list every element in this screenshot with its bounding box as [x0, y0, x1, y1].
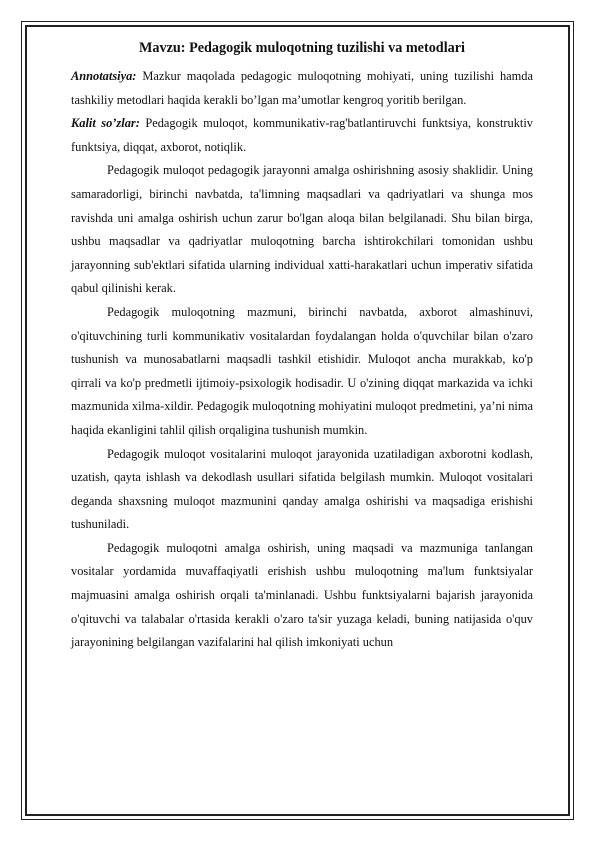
document-title: Mavzu: Pedagogik muloqotning tuzilishi va metodlari — [139, 40, 465, 56]
annotation-label: Annotatsiya: — [71, 69, 137, 83]
body-paragraph-4: Pedagogik muloqotni amalga oshirish, uning maqsadi va mazmuniga tanlangan vositalar yordamida muvaffaqiyatli erishish ushbu muloqotning ma'lum funktsiyalar majmuasini amalga oshirish orqali ta'minlanadi. Ushbu funktsiyalarni bajarish jarayonida o'qituvchi va talabalar o'rtasida kerakli o'zaro ta'sir yuzaga keladi, buning natijasida o'quv jarayonining belgilangan vazifalarini hal qilish imkoniyati uchun — [71, 540, 533, 650]
body-paragraph-1: Pedagogik muloqot pedagogik jarayonni amalga oshirishning asosiy shaklidir. Uning samaradorligi, birinchi navbatda, ta'limning maqsadlari va qadriyatlari va shunga mos ravishda uni amalga oshirish uchun zarur bo'lgan aloqa bilan belgilanadi. Shu bilan birga, ushbu maqsadlar va qadriyatlar muloqotning barcha ishtirokchilari tomonidan ushbu jarayonning sub'ektlari sifatida ularning individual xatti-harakatlari uchun imperativ sifatida qabul qilinishi kerak. — [71, 163, 533, 296]
body-paragraph-3: Pedagogik muloqot vositalarini muloqot jarayonida uzatiladigan axborotni kodlash, uzatish, qayta ishlash va dekodlash usullari sifatida belgilash mumkin. Muloqot vositalari deganda shaxsning muloqot mazmunini qanday amalga oshirishi va maqsadiga erishishi tushuniladi. — [71, 446, 533, 532]
body-paragraph-2: Pedagogik muloqotning mazmuni, birinchi navbatda, axborot almashinuvi, o'qituvchining turli kommunikativ vositalardan foydalangan holda o'quvchilar bilan o'zaro tushunish va munosabatlarni maqsadli tashkil etishidir. Muloqot ancha murakkab, ko'p qirrali va ko'p predmetli ijtimoiy-psixologik hodisadir. U o'zining diqqat markazida va ichki mazmunida xilma-xildir. Pedagogik muloqotning mohiyatini muloqot predmetini, ya’ni nima haqida ekanligini tahlil qilish orqaligina tushunish mumkin. — [71, 304, 533, 437]
keywords-paragraph — [71, 112, 533, 159]
keywords-label: Kalit so’zlar: — [71, 116, 140, 131]
annotation-paragraph — [71, 65, 533, 112]
document-body — [71, 39, 533, 655]
annotation-text: Mazkur maqolada pedagogic muloqotning mohiyati, uning tuzilishi hamda tashkiliy metodlari haqida kerakli bo’lgan ma’umotlar kengroq yoritib berilgan. — [71, 69, 533, 107]
keywords-text: Pedagogik muloqot, kommunikativ-rag'batlantiruvchi funktsiya, konstruktiv funktsiya, diqqat, axborot, notiqlik. — [71, 116, 533, 154]
